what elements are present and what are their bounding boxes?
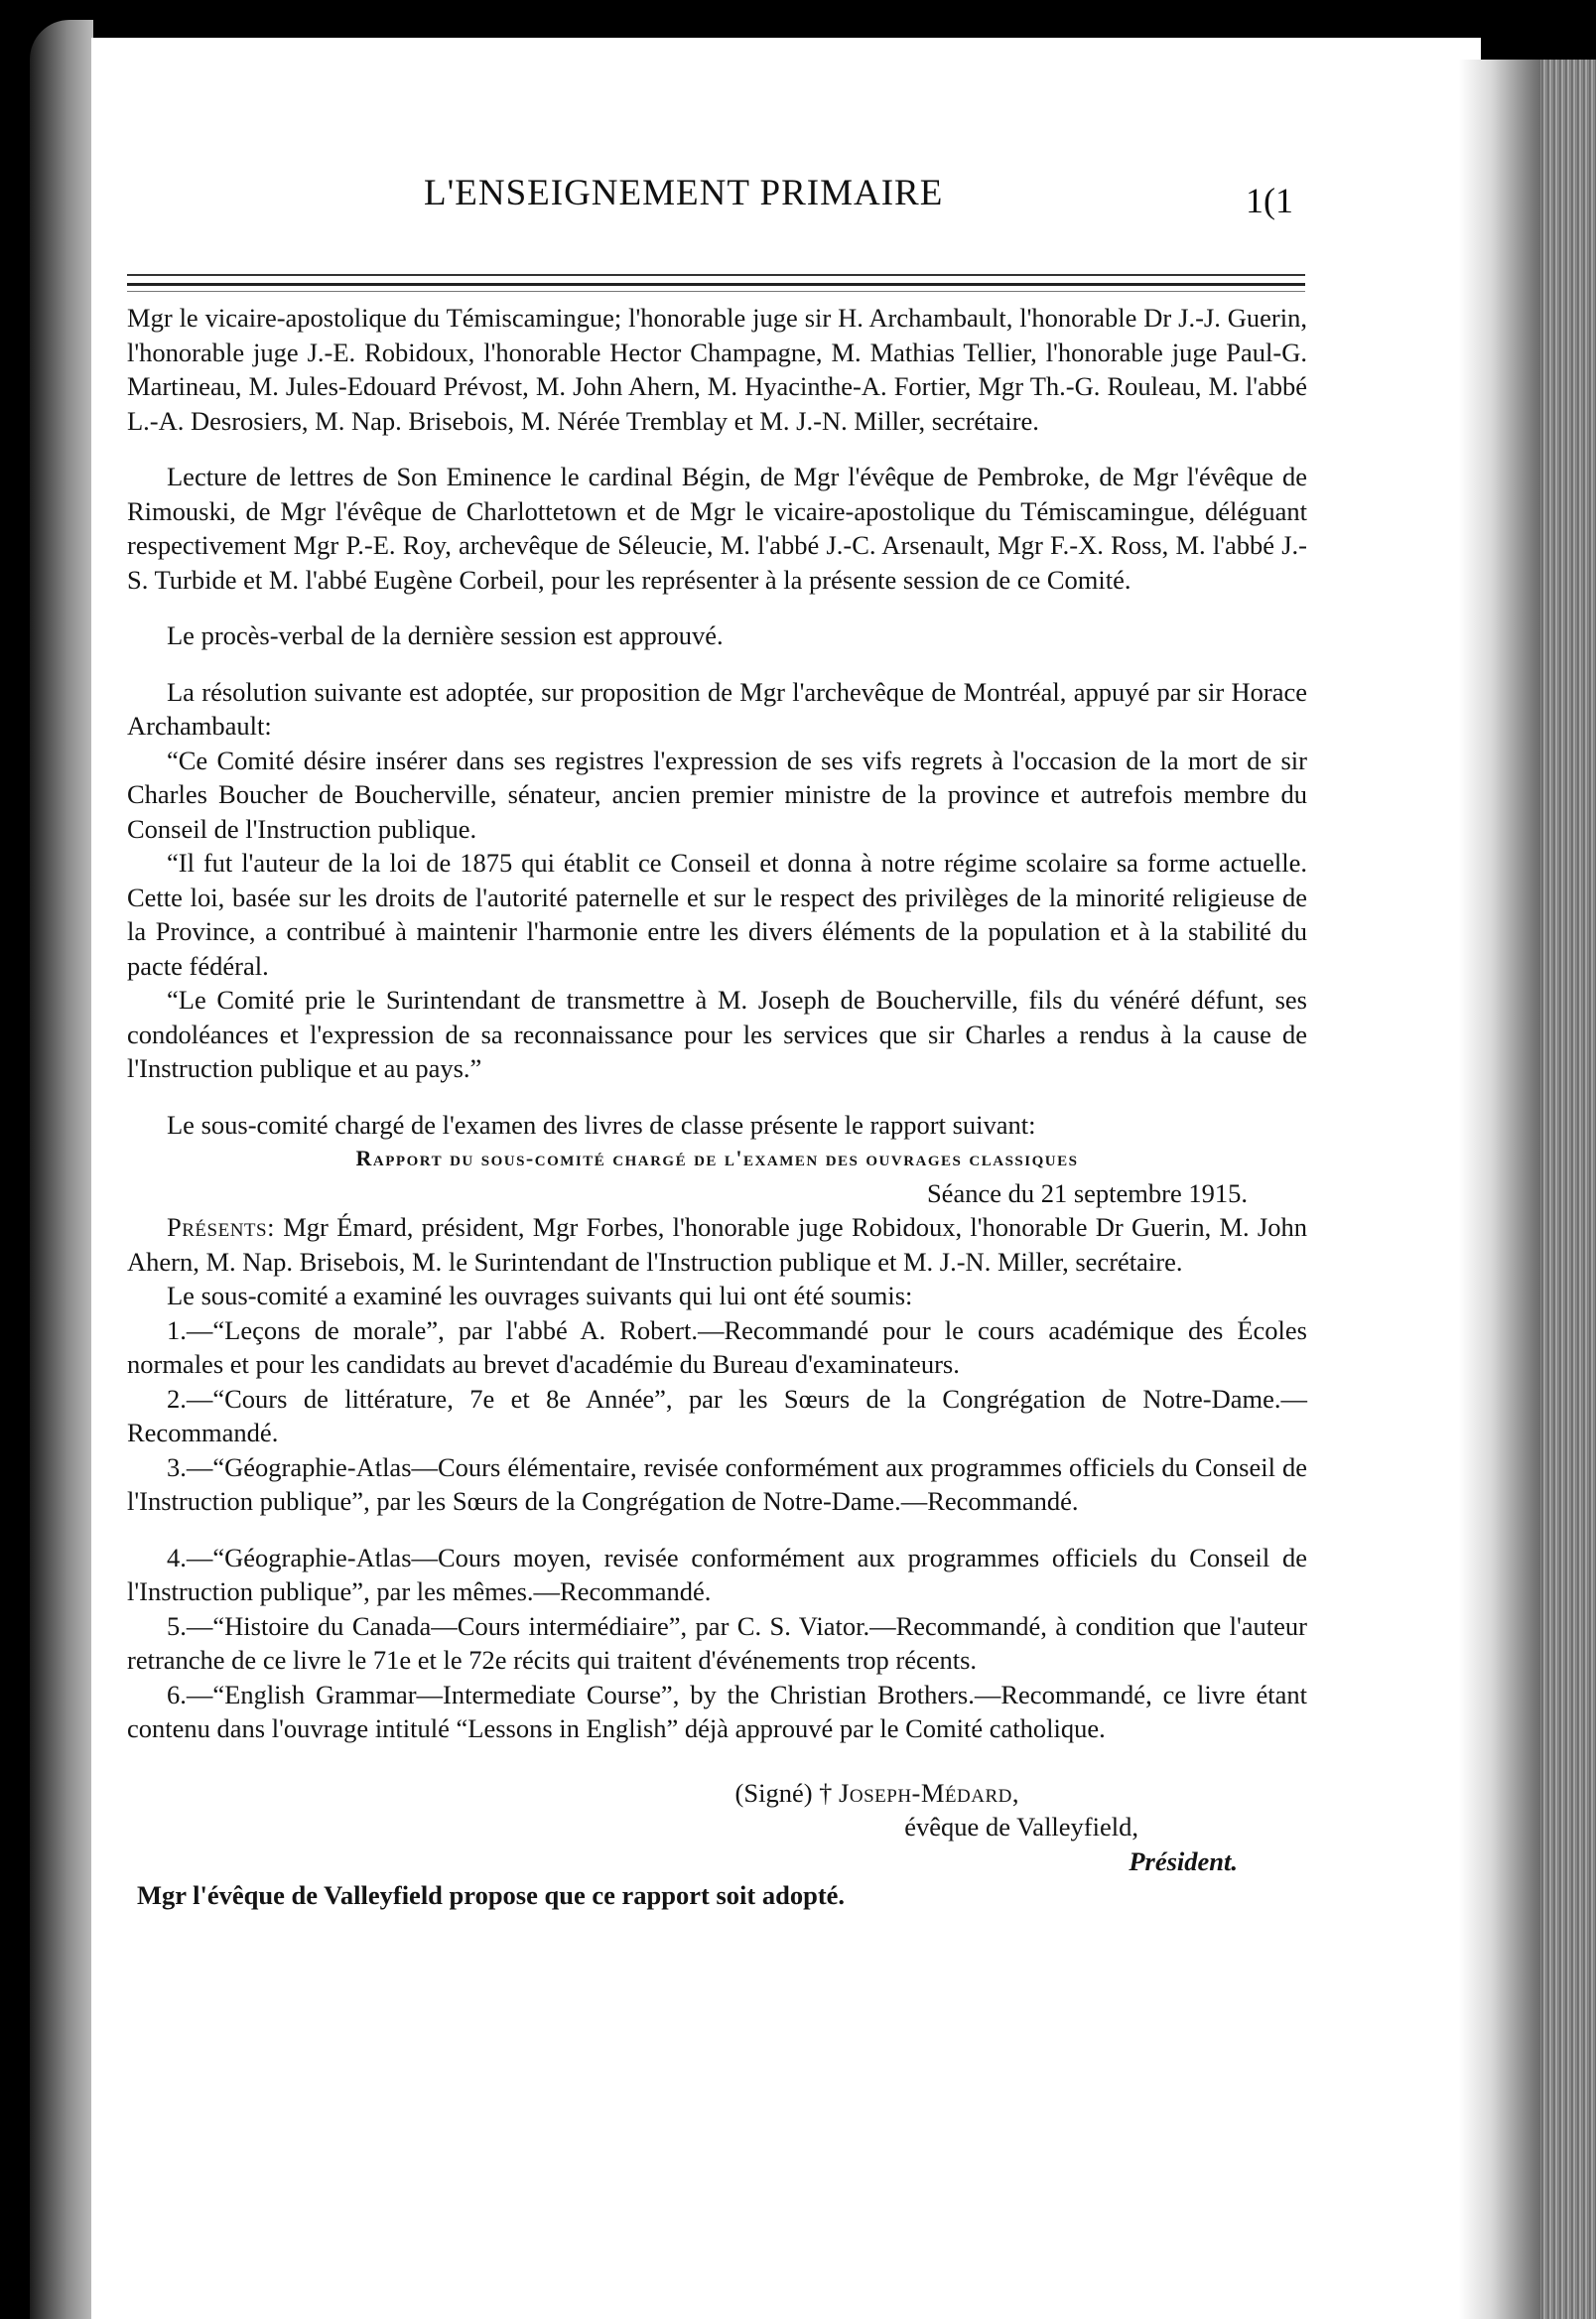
resolution-quote-2: “Il fut l'auteur de la loi de 1875 qui établit ce Conseil et donna à notre régime scolaire sa forme actuelle. Cette loi, basée sur les droits de l'autorité paternelle et sur le respect des privilèges de la minorité religieuse de la Province, a contribué à maintenir l'harmonie entre les divers éléments de la population et à la stabilité du pacte fédéral. [127, 848, 1307, 981]
presents-text: Mgr Émard, président, Mgr Forbes, l'honorable juge Robidoux, l'honorable Dr Guerin, M. John Ahern, M. Nap. Brisebois, M. le Surintendant de l'Instruction publique et M. J.-N. Miller, secrétaire. [127, 1212, 1307, 1277]
signature-line [127, 1776, 1307, 1811]
resolution-quote-1: “Ce Comité désire insérer dans ses registres l'expression de ses vifs regrets à l'occasion de la mort de sir Charles Boucher de Boucherville, sénateur, ancien premier ministre de la province et autrefois membre du Conseil de l'Instruction publique. [127, 745, 1307, 844]
header-rule-thin [127, 291, 1305, 292]
book-page-edges [1540, 60, 1596, 2319]
page-body [127, 301, 1307, 1913]
page-gutter-shadow [1459, 60, 1540, 2319]
report-intro: Le sous-comité a examiné les ouvrages suivants qui lui ont été soumis: [167, 1281, 913, 1310]
report-item: 1.—“Leçons de morale”, par l'abbé A. Robert.—Recommandé pour le cours académique des Écoles normales et pour les candidats au brevet d'académie du Bureau d'examinateurs. [127, 1314, 1307, 1379]
resolution-quote-3: “Le Comité prie le Surintendant de transmettre à M. Joseph de Boucherville, fils du vénéré défunt, ses condoléances et l'expression de sa reconnaissance pour les services que sir Charles a rendus à la cause de l'Instruction publique et au pays.” [127, 985, 1307, 1083]
page-header [91, 172, 1481, 231]
closing-motion: Mgr l'évêque de Valleyfield propose que ce rapport soit adopté. [137, 1880, 846, 1910]
attendance-paragraph: Mgr le vicaire-apostolique du Témiscamingue; l'honorable juge sir H. Archambault, l'honorable Dr J.-J. Guerin, l'honorable juge J.-E. Robidoux, l'honorable Hector Champagne, M. Mathias Tellier, l'honorable juge Paul-G. Martineau, M. Jules-Edouard Prévost, M. John Ahern, M. Hyacinthe-A. Fortier, Mgr Th.-G. Rouleau, M. l'abbé L.-A. Desrosiers, M. Nap. Brisebois, M. Nérée Tremblay et M. J.-N. Miller, secrétaire. [127, 303, 1307, 436]
report-date: Séance du 21 septembre 1915. [926, 1177, 1248, 1208]
signature-block [127, 1776, 1307, 1879]
presents-label: Présents: [167, 1212, 275, 1242]
minutes-paragraph: Le procès-verbal de la dernière session est approuvé. [167, 620, 724, 650]
page-number: 1(1 [1246, 181, 1293, 220]
resolution-paragraph: La résolution suivante est adoptée, sur proposition de Mgr l'archevêque de Montréal, appuyé par sir Horace Archambault: [127, 676, 1307, 741]
report-item: 3.—“Géographie-Atlas—Cours élémentaire, revisée conformément aux programmes officiels du Conseil de l'Instruction publique”, par les Sœurs de la Congrégation de Notre-Dame.—Recommandé. [127, 1451, 1307, 1516]
subcommittee-paragraph: Le sous-comité chargé de l'examen des livres de classe présente le rapport suivant: [167, 1109, 1036, 1140]
book-spine [30, 20, 93, 2319]
book-page [91, 38, 1481, 2319]
signature-prefix: (Signé) † [734, 1777, 840, 1808]
report-item: 4.—“Géographie-Atlas—Cours moyen, revisée conformément aux programmes officiels du Conseil de l'Instruction publique”, par les mêmes.—Recommandé. [127, 1542, 1307, 1606]
header-rule-thick [127, 283, 1305, 286]
signature-name: Joseph-Médard, [839, 1777, 1019, 1808]
signature-role: Président. [1129, 1845, 1238, 1876]
header-rule [127, 274, 1305, 276]
running-title: L'ENSEIGNEMENT PRIMAIRE [424, 173, 944, 213]
signature-title: évêque de Valleyfield, [904, 1812, 1138, 1842]
letters-paragraph: Lecture de lettres de Son Eminence le cardinal Bégin, de Mgr l'évêque de Pembroke, de Mgr l'évêque de Rimouski, de Mgr l'évêque de Charlottetown et de Mgr le vicaire-apostolique du Témiscamingue, déléguant respectivement Mgr P.-E. Roy, archevêque de Séleucie, M. l'abbé J.-C. Arsenault, Mgr F.-X. Ross, M. l'abbé J.-S. Turbide et M. l'abbé Eugène Corbeil, pour les représenter à la présente session de ce Comité. [127, 462, 1307, 595]
report-item: 2.—“Cours de littérature, 7e et 8e Année”, par les Sœurs de la Congrégation de Notre-Dame.—Recommandé. [127, 1383, 1307, 1447]
presents-paragraph [127, 1210, 1307, 1279]
report-item: 6.—“English Grammar—Intermediate Course”, by the Christian Brothers.—Recommandé, ce livre étant contenu dans l'ouvrage intitulé “Lessons in English” déjà approuvé par le Comité catholique. [127, 1679, 1307, 1743]
report-heading: Rapport du sous-comité chargé de l'examen des ouvrages classiques [355, 1146, 1079, 1170]
report-item: 5.—“Histoire du Canada—Cours intermédiaire”, par C. S. Viator.—Recommandé, à condition que l'auteur retranche de ce livre le 71e et le 72e récits qui traitent d'événements trop récents. [127, 1610, 1307, 1675]
